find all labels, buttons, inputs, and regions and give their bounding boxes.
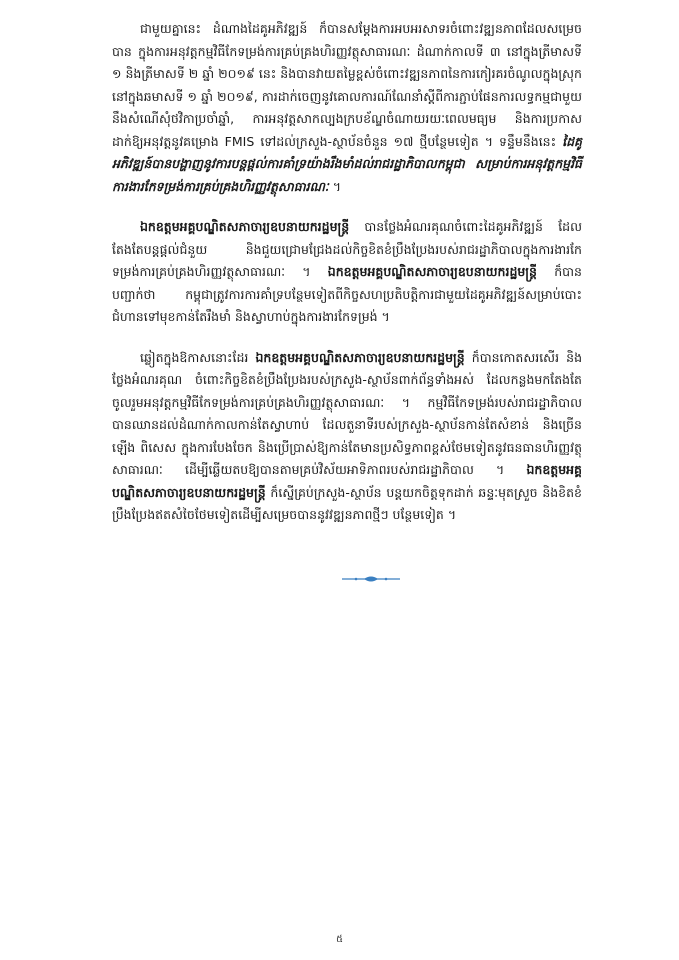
page-number: ៥ [335, 934, 344, 945]
paragraph-3 [112, 347, 582, 527]
paragraph-3-text-2: ក៏បានកោតសរសើរ និងថ្លែងអំណរគុណ ចំពោះកិច្ចខិតខំប្រឹងប្រែងរបស់ក្រសួង-ស្ថាប័នពាក់ព័ន្ធទាំងអស់ ដែលកន្លងមកតែងតែចូលរួមអនុវត្តកម្មវិធីកែទម្រង់ការគ្រប់គ្រងហិរញ្ញវត្ថុសាធារណៈ ។ កម្មវិធីកែទម្រង់របស់រាជរដ្ឋាភិបាលបានឈានដល់ដំណាក់កាលកាន់តែស្វាហាប់ ដែលតួនាទីរបស់ក្រសួង-ស្ថាប័នកាន់តែសំខាន់ និងច្រើនឡើង ពិសេស ក្នុងការបែងចែក និងប្រើប្រាស់ឱ្យកាន់តែមានប្រសិទ្ធភាពខ្ពស់ថែមទៀតនូវធនធានហិរញ្ញវត្ថុសាធារណៈ ដើម្បីឆ្លើយតបឱ្យបានតាមគ្រប់វិស័យអាទិភាពរបស់រាជរដ្ឋាភិបាល ។ [112, 349, 582, 477]
ornament-dot-left [355, 578, 358, 581]
paragraph-3-text-3: ក៏ស្នើគ្រប់ក្រសួង-ស្ថាប័ន បន្តយកចិត្តទុកដាក់ ឆន្ទៈមុតស្រួច និងខិតខំប្រឹងប្រែងឥតសំចៃថែមទៀតដើម្បីសម្រេចបាននូវវឌ្ឍនភាពថ្មីៗ បន្ថែមទៀត ។ [112, 484, 582, 522]
paragraph-3-text-1: ឆ្លៀតក្នុងឱកាសនោះដែរ [140, 349, 256, 365]
paragraph-1-emphasis: ដៃគូអភិវឌ្ឍន៍បានបង្ហាញនូវការបន្តផ្តល់ការគាំទ្រយ៉ាងរឹងមាំដល់រាជរដ្ឋាភិបាលកម្ពុជា សម្រាប់ការអនុវត្តកម្មវិធីការងារកែទម្រង់ការគ្រប់គ្រងហិរញ្ញវត្ថុសាធារណៈ [112, 133, 582, 194]
ornament-divider [340, 574, 402, 584]
paragraph-3-title-2: ឯកឧត្តមអគ្គបណ្ឌិតសភាចារ្យឧបនាយករដ្ឋមន្ត្រី [112, 462, 582, 500]
paragraph-2-text-2: ក៏បានបញ្ជាក់ថា កម្ពុជាត្រូវការការគាំទ្របន្ថែមទៀតពីកិច្ចសហប្រតិបត្តិការជាមួយដៃគូអភិវឌ្ឍន៍សម្រាប់បោះជំហានទៅមុខកាន់តែរឹងមាំ និងស្វាហាប់ក្នុងការងារកែទម្រង់ ។ [112, 264, 582, 324]
paragraph-1-end: ។ [328, 178, 341, 194]
paragraph-1 [112, 18, 582, 198]
ornament-center [364, 577, 378, 582]
paragraph-2-title-2: ឯកឧត្តមអគ្គបណ្ឌិតសភាចារ្យឧបនាយករដ្ឋមន្ត្រី [327, 264, 537, 279]
paragraph-2-text-1: បានថ្លែងអំណរគុណចំពោះដៃគូអភិវឌ្ឍន៍ ដែលតែងតែបន្តផ្តល់ជំនួយ និងជួយជ្រោមជ្រែងដល់កិច្ចខិតខំប្រឹងប្រែងរបស់រាជរដ្ឋាភិបាលក្នុងការងារកែទម្រង់ការគ្រប់គ្រងហិរញ្ញវត្ថុសាធារណៈ ។ [112, 219, 582, 279]
paragraph-2 [112, 216, 582, 329]
document-body [112, 18, 582, 545]
paragraph-3-title-1: ឯកឧត្តមអគ្គបណ្ឌិតសភាចារ្យឧបនាយករដ្ឋមន្ត្រី [255, 349, 465, 365]
paragraph-1-text: ជាមួយគ្នានេះ ដំណាងដៃគូអភិវឌ្ឍន៍ ក៏បានសម្តែងការអបអរសាទរចំពោះវឌ្ឍនភាពដែលសម្រេចបាន ក្នុងការអនុវត្តកម្មវិធីកែទម្រង់ការគ្រប់គ្រងហិរញ្ញវត្ថុសាធារណៈ ដំណាក់កាលទី ៣ នៅក្នុងត្រីមាសទី ១ និងត្រីមាសទី ២ ឆ្នាំ ២០១៩ នេះ និងបានវាយតម្លៃខ្ពស់ចំពោះវឌ្ឍនភាពនៃការកៀរគរចំណូលក្នុងស្រុកនៅក្នុងឆមាសទី ១ ឆ្នាំ ២០១៩, ការដាក់ចេញនូវគោលការណ៍ណែនាំស្តីពីការភ្ជាប់ផែនការលទ្ធកម្មជាមួយនឹងសំណើសុំថវិកាប្រចាំឆ្នាំ, ការអនុវត្តសាកល្បងក្របខ័ណ្ឌចំណាយរយៈពេលមធ្យម និងការប្រកាសដាក់ឱ្យអនុវត្តនូវគម្រោង FMIS ទៅដល់ក្រសួង-ស្ថាប័នចំនួន ១៧ ថ្មីបន្ថែមទៀត ។ ទន្ទឹមនឹងនេះ [112, 21, 582, 149]
paragraph-2-title-1: ឯកឧត្តមអគ្គបណ្ឌិតសភាចារ្យឧបនាយករដ្ឋមន្ត្រី [140, 219, 350, 234]
ornament-dot-right [385, 578, 388, 581]
